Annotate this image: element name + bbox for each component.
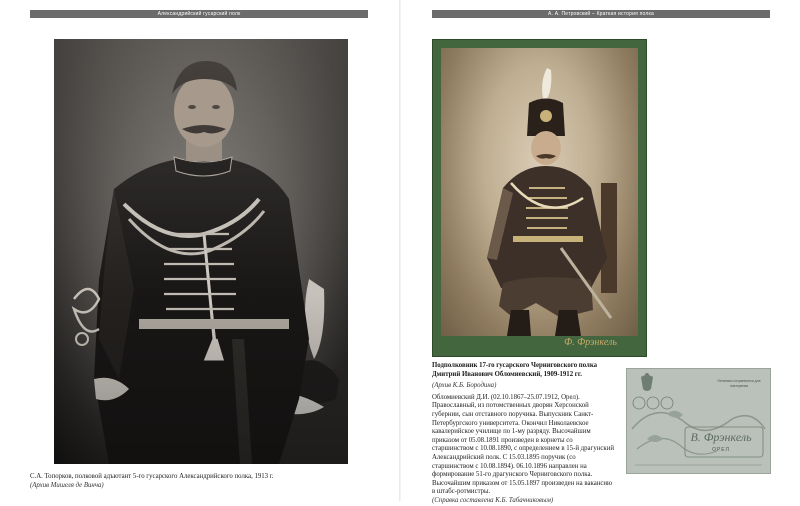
card-back-city: ОРЕЛ [712, 447, 730, 453]
caption-right-reference: (Справка составлена К.Б. Табачниковым) [432, 496, 554, 504]
running-header-left: Александрийский гусарский полк [30, 10, 368, 18]
caption-right [432, 362, 614, 506]
caption-left-text: С.А. Топорков, полковой адъютант 5-го гусарского Александрийского полка, 1913 г. [30, 473, 274, 480]
photo-background [54, 39, 348, 464]
portrait-oblomievsky-photo [441, 48, 638, 336]
cabinet-card-back [626, 368, 771, 474]
portrait-toporkov-photo [54, 39, 348, 464]
caption-right-body: Обломиевский Д.И. (02.10.1867–25.07.1912, Орел). Православный, из потомственных дворян Херсонской губернии, сын отставного поручика. Выпускник Санкт-Петербургского университета. Окончил Николаевское кавалерийское училище по 1-му разряду. Высочайшим приказом от 05.08.1891 произведен в корнеты со старшинством с 10.08.1890, с определением в 15-й драгунский Александрийский полк. С 15.03.1895 поручик (со старшинством с 10.08.1894). 06.10.1896 направлен на формирование 51-го драгунского Черниговского полка. Высочайшим приказом от 15.05.1897 произведен на вакансию в штабс-ротмистры. [432, 393, 614, 496]
caption-right-source: (Архив К.Б. Бородина) [432, 382, 497, 390]
caption-right-title: Подполковник 17-го гусарского Черниговского полка Дмитрий Иванович Обломиевский, 1909-1912 гг. [432, 362, 598, 378]
caption-left-source: (Архив Мишеля де Винча) [30, 482, 104, 489]
card-back-small-text: Негативы сохраняются для повторения [717, 379, 761, 388]
caption-left [30, 472, 370, 490]
studio-mark: Ф. Фрэнкель [564, 337, 617, 348]
card-back-studio: В. Фрэнкель [690, 430, 752, 444]
page-gutter [399, 0, 401, 501]
portrait-oblomievsky-mount [432, 39, 647, 357]
portrait-oblomievsky-figure [441, 48, 638, 336]
running-header-right: А. А. Петровский – Краткая история полка [432, 10, 770, 18]
